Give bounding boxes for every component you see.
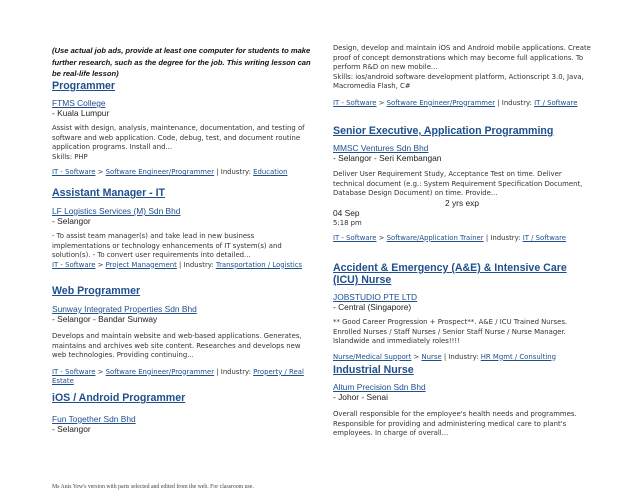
job-category <box>52 168 310 178</box>
job-description: Deliver User Requirement Study, Acceptance Test on time. Deliver technical document (e.g.: System Requirement Specification Document, Database Design Document) on time. Provide... <box>333 170 583 197</box>
job-category <box>333 234 591 244</box>
category-link[interactable]: IT - Software <box>52 367 96 376</box>
job-title[interactable]: Senior Executive, Application Programming <box>333 125 554 137</box>
job-location: - Johor - Senai <box>333 392 388 402</box>
company-link[interactable]: Altum Precision Sdn Bhd <box>333 382 426 392</box>
job-location: - Selangor <box>52 424 91 434</box>
job-skills: Skills: ios/android software development platform, Actionscript 3.0, Java, Macromedia Flash, C# <box>333 72 584 90</box>
industry-link[interactable]: Property / Real Estate <box>52 367 304 385</box>
job-category <box>333 99 591 109</box>
subcategory-link[interactable]: Software Engineer/Programmer <box>386 98 496 107</box>
job-description: - To assist team manager(s) and take lead in new business implementations or technology enhancements of IT system(s) and solution(s). - To convert user requirements into detailed... <box>52 232 282 259</box>
job-location: - Kuala Lumpur <box>52 108 110 118</box>
experience-required: 2 yrs exp <box>445 197 479 208</box>
industry-link[interactable]: IT / Software <box>534 98 578 107</box>
category-link[interactable]: IT - Software <box>333 233 377 242</box>
job-description: Design, develop and maintain iOS and Android mobile applications. Create proof of concept demonstrations which may become full applications. To perform R&D on new mobile... <box>333 44 591 71</box>
job-title[interactable]: iOS / Android Programmer <box>52 392 186 404</box>
job-listing-web-programmer <box>52 285 310 387</box>
job-location: - Selangor - Seri Kembangan <box>333 153 442 163</box>
industry-link[interactable]: IT / Software <box>522 233 567 242</box>
subcategory-link[interactable]: Software Engineer/Programmer <box>105 168 215 176</box>
company-link[interactable]: Sunway Integrated Properties Sdn Bhd <box>52 304 197 314</box>
industry-label: | Industry: <box>214 168 254 176</box>
job-description: Overall responsible for the employee's health needs and programmes. Responsible for providing and administering medical care to plant's employees. In charge of overall... <box>333 410 577 437</box>
job-category <box>333 353 591 363</box>
category-separator: > <box>95 260 106 269</box>
posted-time: 5:18 pm <box>333 218 362 227</box>
category-separator: > <box>376 233 387 242</box>
category-separator: > <box>95 367 106 376</box>
industry-label: | Industry: <box>441 352 481 361</box>
job-title[interactable]: Web Programmer <box>52 285 141 297</box>
category-link[interactable]: IT - Software <box>333 98 377 107</box>
company-link[interactable]: JOBSTUDIO PTE LTD <box>333 292 418 302</box>
job-listing-assistant-manager <box>52 187 310 270</box>
company-link[interactable]: LF Logistics Services (M) Sdn Bhd <box>52 206 181 216</box>
job-title[interactable]: Accident & Emergency (A&E) & Intensive Care (ICU) Nurse <box>333 262 567 286</box>
intro-note: (Use actual job ads, provide at least one computer for students to make further research, such as the degree for the job. This writing lesson can be real-life lesson) <box>52 46 311 79</box>
job-title[interactable]: Assistant Manager - IT <box>52 187 166 199</box>
job-title[interactable]: Industrial Nurse <box>333 364 414 376</box>
job-listing-ios-android-programmer <box>52 392 310 434</box>
company-link[interactable]: Fun Together Sdn Bhd <box>52 414 136 424</box>
footer-note: Ms Anis Yew's version with parts selected and edited from the web. For classroom use. <box>52 484 254 490</box>
industry-link[interactable]: HR Mgmt / Consulting <box>480 352 556 361</box>
job-location: - Selangor - Bandar Sunway <box>52 314 158 324</box>
job-listing-ios-android-continued <box>333 44 591 108</box>
subcategory-link[interactable]: Software/Application Trainer <box>386 233 484 242</box>
job-category <box>52 261 310 271</box>
job-title[interactable]: Programmer <box>52 80 115 92</box>
job-listing-industrial-nurse <box>333 364 591 439</box>
job-description: Assist with design, analysis, maintenance, documentation, and testing of software and web application. Code, debug, test, and document routine application programs. Install and... <box>52 124 305 151</box>
industry-label: | Industry: <box>214 367 254 376</box>
industry-label: | Industry: <box>483 233 523 242</box>
industry-link[interactable]: Transportation / Logistics <box>215 260 303 269</box>
subcategory-link[interactable]: Project Management <box>105 260 177 269</box>
category-separator: > <box>95 168 106 176</box>
industry-label: | Industry: <box>495 98 535 107</box>
subcategory-link[interactable]: Software Engineer/Programmer <box>105 367 215 376</box>
job-listing-senior-executive <box>333 125 591 243</box>
category-link[interactable]: IT - Software <box>52 168 96 176</box>
industry-label: | Industry: <box>176 260 216 269</box>
category-separator: > <box>376 98 387 107</box>
industry-link[interactable]: Education <box>253 168 288 176</box>
category-link[interactable]: Nurse/Medical Support <box>333 352 412 361</box>
job-listing-ae-icu-nurse <box>333 262 591 362</box>
job-skills: Skills: PHP <box>52 152 88 161</box>
job-category <box>52 368 310 387</box>
category-link[interactable]: IT - Software <box>52 260 96 269</box>
job-description: Develops and maintain website and web-based applications. Generates, maintains and archives web site content. Researches and develops new web technologies. Providing continuing... <box>52 332 302 359</box>
category-separator: > <box>411 352 422 361</box>
job-description: ** Good Career Progression + Prospect**. A&E / ICU Trained Nurses. Enrolled Nurses / Staff Nurses / Senior Staff Nurse / Nurse Manager. Islandwide and immediately roles!!!! <box>333 318 568 345</box>
posted-date: 04 Sep <box>333 207 360 218</box>
job-location: - Central (Singapore) <box>333 302 412 312</box>
company-link[interactable]: FTMS College <box>52 98 106 108</box>
job-location: - Selangor <box>52 216 91 226</box>
job-listing-programmer <box>52 80 310 178</box>
company-link[interactable]: MMSC Ventures Sdn Bhd <box>333 143 429 153</box>
subcategory-link[interactable]: Nurse <box>421 352 442 361</box>
